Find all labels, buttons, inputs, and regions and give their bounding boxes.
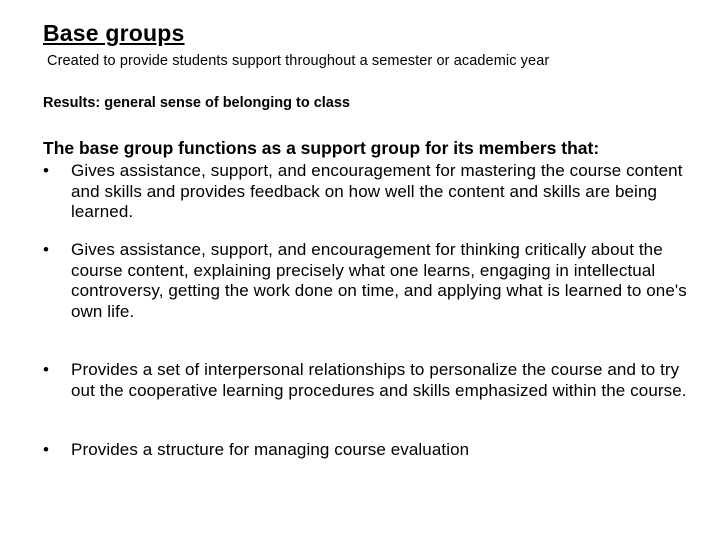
intro-heading: The base group functions as a support group for its members that: (43, 138, 600, 158)
bullet-text: Gives assistance, support, and encouragement for thinking critically about the course content, explaining precisely what one learns, engaging in intellectual controversy, getting the work done on time, and applying what is learned to one's own life. (71, 240, 687, 321)
bullet-item (43, 240, 693, 322)
bullet-text: Provides a set of interpersonal relationships to personalize the course and to try out the cooperative learning procedures and skills emphasized within the course. (71, 360, 687, 400)
bullet-item (43, 161, 693, 223)
bullet-marker: • (43, 240, 50, 259)
slide-subtitle: Created to provide students support throughout a semester or academic year (47, 53, 550, 69)
results-line: Results: general sense of belonging to class (43, 95, 350, 111)
bullet-marker: • (43, 360, 50, 379)
bullet-marker: • (43, 161, 50, 180)
slide-title: Base groups (43, 20, 185, 46)
bullet-marker: • (43, 440, 50, 459)
bullet-text: Gives assistance, support, and encouragement for mastering the course content and skills and provides feedback on how well the content and skills are being learned. (71, 161, 683, 221)
bullet-item (43, 440, 693, 461)
bullet-text: Provides a structure for managing course evaluation (71, 440, 470, 459)
bullet-item (43, 360, 693, 401)
